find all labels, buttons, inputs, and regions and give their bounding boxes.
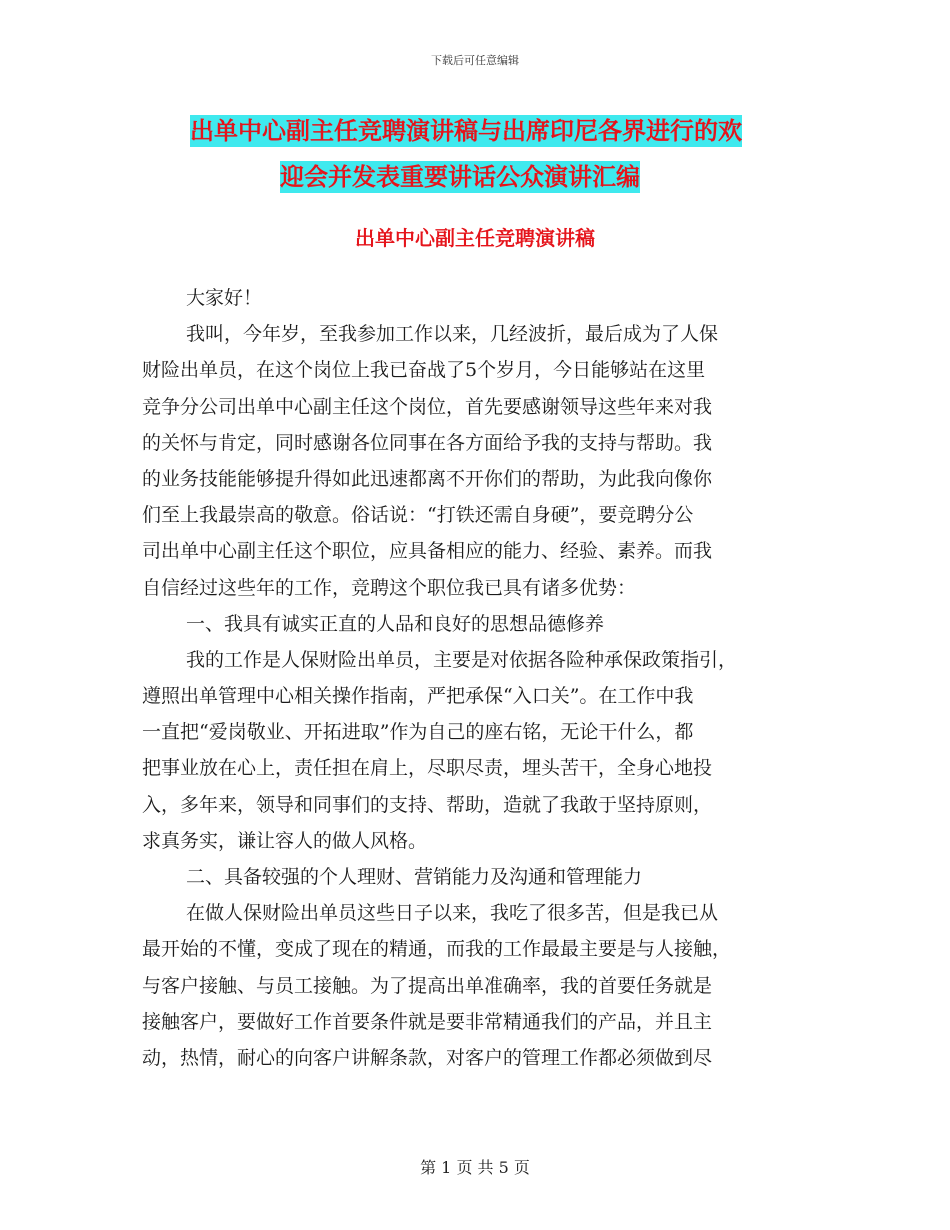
body-line: 自信经过这些年的工作，竞聘这个职位我已具有诸多优势：: [142, 576, 637, 599]
title-line-2: 迎会并发表重要讲话公众演讲汇编: [280, 163, 640, 191]
body-line: 入，多年来，领导和同事们的支持、帮助，造就了我敢于坚持原则，: [142, 793, 713, 816]
body-line: 财险出单员，在这个岗位上我已奋战了5个岁月，今日能够站在这里: [142, 359, 706, 382]
body-line: 我叫，今年岁，至我参加工作以来，几经波折，最后成为了人保: [186, 323, 719, 346]
body-line: 动，热情，耐心的向客户讲解条款，对客户的管理工作都必须做到尽: [142, 1046, 713, 1069]
section-title: 出单中心副主任竞聘演讲稿: [355, 226, 595, 250]
body-line: 一直把“爱岗敬业、开拓进取”作为自己的座右铭，无论干什么，都: [142, 721, 694, 744]
body-line: 接触客户，要做好工作首要条件就是要非常精通我们的产品，并且主: [142, 1010, 713, 1033]
title-line-1: 出单中心副主任竞聘演讲稿与出席印尼各界进行的欢: [190, 117, 742, 145]
body-line: 遵照出单管理中心相关操作指南，严把承保“入口关”。在工作中我: [142, 685, 694, 708]
document-title: [190, 108, 830, 200]
body-line: 求真务实，谦让容人的做人风格。: [142, 829, 428, 852]
document-body: [142, 280, 808, 1076]
page-footer: 第 1 页 共 5 页: [420, 1158, 530, 1177]
body-line: 最开始的不懂，变成了现在的精通，而我的工作最最主要是与人接触，: [142, 938, 732, 961]
body-line: 司出单中心副主任这个职位，应具备相应的能力、经验、素养。而我: [142, 540, 713, 563]
body-line: 的业务技能能够提升得如此迅速都离不开你们的帮助，为此我向像你: [142, 467, 713, 490]
body-line: 的关怀与肯定，同时感谢各位同事在各方面给予我的支持与帮助。我: [142, 431, 713, 454]
body-line: 我的工作是人保财险出单员，主要是对依据各险种承保政策指引，: [186, 648, 738, 671]
body-line: 竞争分公司出单中心副主任这个岗位，首先要感谢领导这些年来对我: [142, 395, 713, 418]
body-line: 一、我具有诚实正直的人品和良好的思想品德修养: [186, 612, 605, 635]
body-line: 二、具备较强的个人理财、营销能力及沟通和管理能力: [186, 866, 643, 888]
body-line: 大家好！: [186, 287, 263, 309]
body-line: 把事业放在心上，责任担在肩上，尽职尽责，埋头苦干，全身心地投: [142, 757, 713, 780]
body-line: 在做人保财险出单员这些日子以来，我吃了很多苦，但是我已从: [186, 902, 719, 925]
header-note: 下载后可任意编辑: [431, 54, 519, 67]
body-line: 们至上我最崇高的敬意。俗话说：“打铁还需自身硬”，要竞聘分公: [142, 504, 694, 527]
body-line: 与客户接触、与员工接触。为了提高出单准确率，我的首要任务就是: [142, 974, 713, 997]
